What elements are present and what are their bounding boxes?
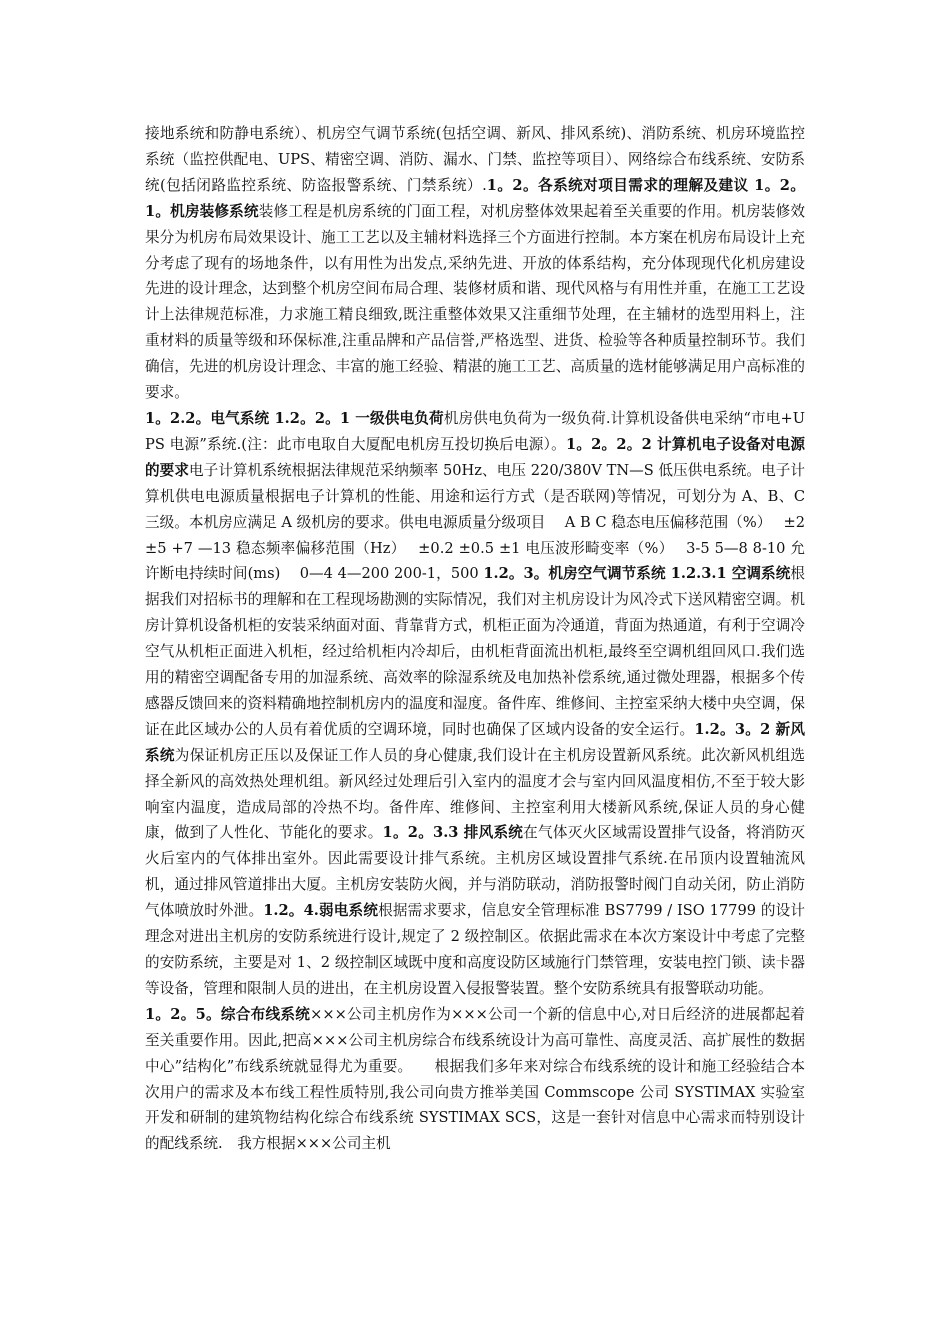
body-text: 接地系统和防静电系统）、机房空气调节系统(包括空调、新风、排风系统)、消防系统、机房环境监控系统（监控供配电、UPS、精密空调、消防、漏水、门禁、监控等项目）、网络综合布线系统、安防系统(包括闭路监控系统、防盗报警系统、门禁系统）. — [145, 125, 805, 194]
document-body — [145, 121, 805, 1157]
body-text: 在气体灭火区域需设置排气设备，将消防灭火后室内的气体排出室外。因此需要设计排气系统。主机房区域设置排气系统.在吊顶内设置轴流风机，通过排风管道排出大厦。主机房安装防火阀，并与消防联动，消防报警时阀门自动关闭，防止消防气体喷放时外泄。 — [145, 824, 805, 920]
section-heading: 1。2。5。综合布线系统 — [145, 1005, 311, 1023]
section-heading: 1。2.2。电气系统 1.2。2。1 一级供电负荷 — [145, 409, 444, 427]
section-heading: 1。2。2。2 计算机电子设备对电源的要求 — [145, 435, 806, 479]
paragraph — [145, 1002, 805, 1157]
body-text: 机房供电负荷为一级负荷.计算机设备供电采纳“市电+UPS 电源”系统.(注：此市电取自大厦配电机房互投切换后电源）。 — [145, 409, 805, 453]
paragraph — [145, 406, 805, 1002]
paragraph — [145, 121, 805, 406]
body-text: 根据我们对招标书的理解和在工程现场勘测的实际情况，我们对主机房设计为风冷式下送风精密空调。机房计算机设备机柜的安装采纳面对面、背靠背方式，机柜正面为冷通道，背面为热通道，有利于空调冷空气从机柜正面进入机柜，经过给机柜内冷却后，由机柜背面流出机柜,最终至空调机组回风口.我们选用的精密空调配备专用的加湿系统、高效率的除湿系统及电加热补偿系统,通过微处理器，根据多个传感器反馈回来的资料精确地控制机房内的温度和湿度。备件库、维修间、主控室采纳大楼中央空调，保证在此区域办公的人员有着优质的空调环境，同时也确保了区域内设备的安全运行。 — [145, 565, 805, 738]
body-text: 电子计算机系统根据法律规范采纳频率 50Hz、电压 220/380V TN—S 低压供电系统。电子计算机供电电源质量根据电子计算机的性能、用途和运行方式（是否联网)等情况，可划分为 A、B、C 三级。本机房应满足 A 级机房的要求。供电电源质量分级项目 A B C 稳态电压偏移范围（%） ±2 ±5 +7 —13 稳态频率偏移范围（Hz） ±0.2 ±0.5 ±1 电压波形畸变率（%） 3-5 5—8 8-10 允许断电持续时间(ms) 0—4 4—200 200-1，500 — [145, 461, 805, 583]
section-heading: 1。2。3.3 排风系统 — [382, 824, 524, 842]
section-heading: 1.2。3。2 新风系统 — [145, 720, 805, 764]
body-text: 根据需求要求，信息安全管理标准 BS7799 / ISO 17799 的设计理念对进出主机房的安防系统进行设计,规定了 2 级控制区。依据此需求在本次方案设计中考虑了完整的安防系统，主要是对 1、2 级控制区域既中度和高度设防区域施行门禁管理，安装电控门锁、读卡器等设备，管理和限制人员的进出，在主机房设置入侵报警装置。整个安防系统具有报警联动功能。 — [145, 902, 805, 997]
section-heading: 1。2。各系统对项目需求的理解及建议 1。2。1。机房装修系统 — [145, 176, 805, 220]
body-text: ×××公司主机房作为×××公司一个新的信息中心,对日后经济的进展都起着至关重要作用。因此,把高×××公司主机房综合布线系统设计为高可靠性、高度灵活、高扩展性的数据中心”结构化”布线系统就显得尤为重要。 根据我们多年来对综合布线系统的设计和施工经验结合本次用户的需求及本布线工程性质特別,我公司向贵方推举美国 Commscope 公司 SYSTIMAX 实验室开发和研制的建筑物结构化综合布线系统 SYSTIMAX SCS，这是一套针对信息中心需求而特别设计的配线系统. 我方根据×××公司主机 — [145, 1005, 805, 1153]
section-heading: 1.2。3。机房空气调节系统 1.2.3.1 空调系统 — [483, 565, 791, 583]
section-heading: 1.2。4.弱电系统 — [263, 902, 379, 920]
body-text: 为保证机房正压以及保证工作人员的身心健康,我们设计在主机房设置新风系统。此次新风机组选择全新风的高效热处理机组。新风经过处理后引入室内的温度才会与室内回风温度相仿,不至于较大影响室内温度，造成局部的冷热不均。备件库、维修间、主控室利用大楼新风系统,保证人员的身心健康，做到了人性化、节能化的要求。 — [145, 746, 805, 842]
body-text: 装修工程是机房系统的门面工程，对机房整体效果起着至关重要的作用。机房装修效果分为机房布局效果设计、施工工艺以及主辅材料选择三个方面进行控制。本方案在机房布局设计上充分考虑了现有的场地条件，以有用性为出发点,采纳先进、开放的体系结构，充分体现现代化机房建设先进的设计理念，达到整个机房空间布局合理、装修材质和谐、现代风格与有用性并重，在施工工艺设计上法律规范标准，力求施工精良细致,既注重整体效果又注重细节处理，在主辅材的选型用料上，注重材料的质量等级和环保标准,注重品牌和产品信誉,严格选型、进货、检验等各种质量控制环节。我们确信，先进的机房设计理念、丰富的施工经验、精湛的施工工艺、高质量的选材能够满足用户高标准的要求。 — [145, 202, 805, 402]
